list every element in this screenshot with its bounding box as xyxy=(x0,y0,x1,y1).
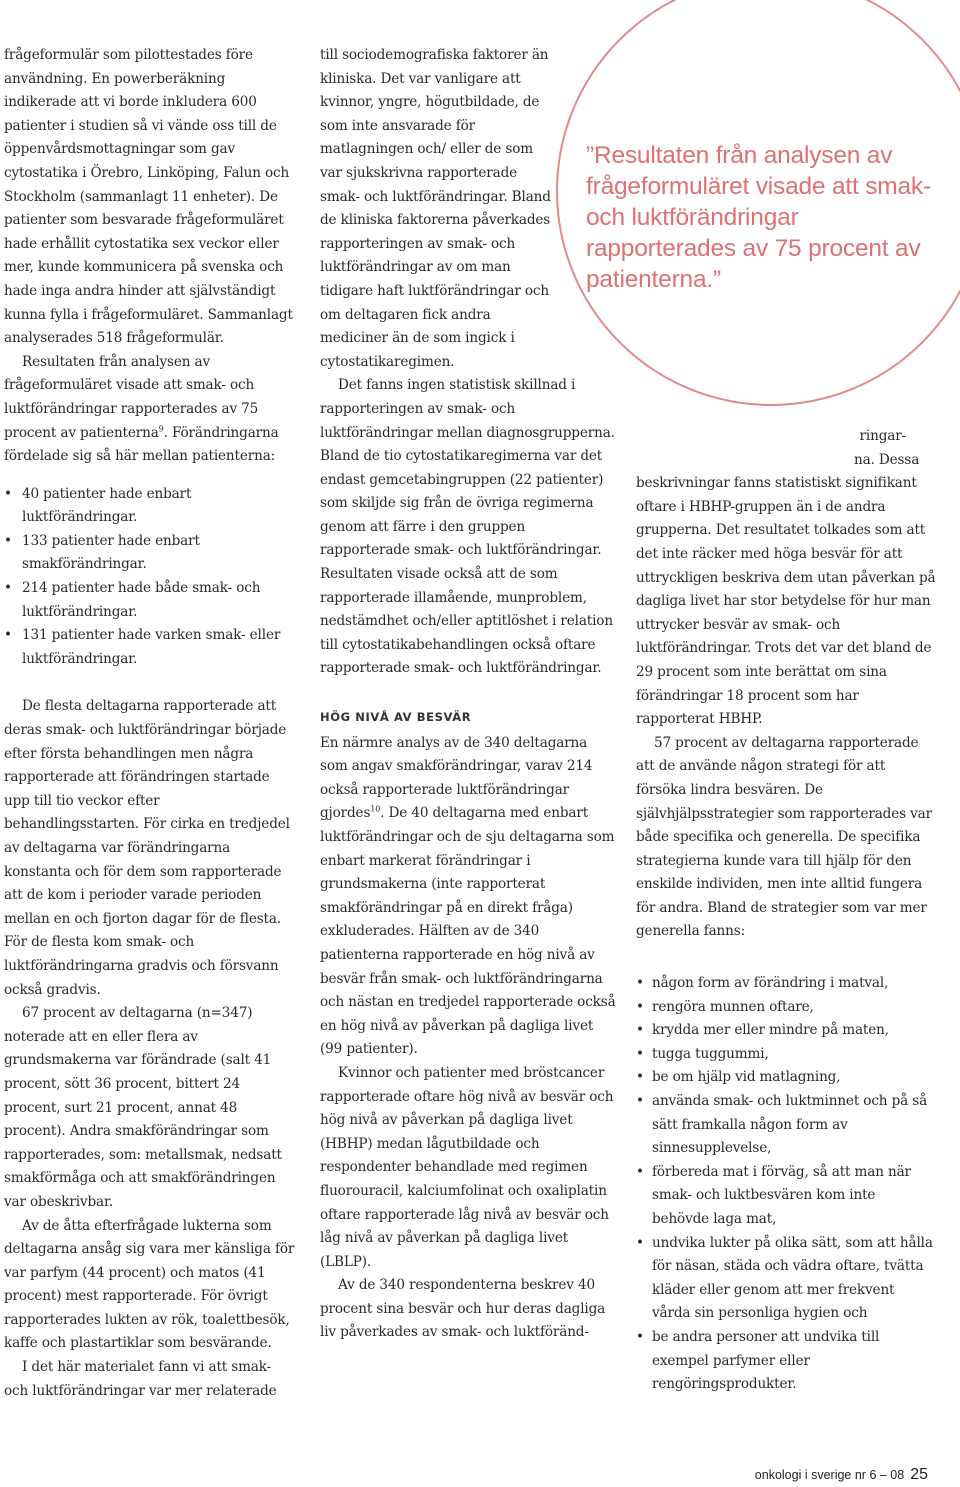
publication-name: onkologi i sverige nr 6 – 08 xyxy=(754,1468,905,1482)
paragraph: Av de 340 respondenterna beskrev 40 procent sina besvär och hur deras dagliga liv påverkades av smak- och luktföränd- xyxy=(320,1277,606,1341)
paragraph: na. Dessa beskrivningar fanns statistiskt signifikant oftare i HBHP-gruppen än i de andra grupperna. Det resultatet tolkades som att det inte räcker med höga besvär för att uttryckligen beskriva dem utan påverkan på dagliga livet har stor betydelse för hur man uttrycker besvär av smak- och luktförändringar. Trots det var det bland de 29 procent som inte berättat om sina förändringar 18 procent som har rapporterat HBHP. xyxy=(636,451,936,728)
bullet-list xyxy=(4,483,298,672)
article-column-3 xyxy=(636,425,936,1421)
list-item: • be om hjälp vid matlagning, xyxy=(636,1066,936,1090)
paragraph: I det här materialet fann vi att smak- och luktförändringar var mer relaterade xyxy=(4,1359,277,1399)
list-item: • 214 patienter hade både smak- och luktförändringar. xyxy=(4,577,298,624)
list-item: • använda smak- och luktminnet och på så sätt framkalla någon form av sinnesupplevelse, xyxy=(636,1090,936,1161)
list-item: • förbereda mat i förväg, så att man när smak- och luktbesvären kom inte behövde laga mat, xyxy=(636,1161,936,1232)
list-item: • 131 patienter hade varken smak- eller luktförändringar. xyxy=(4,624,298,671)
paragraph-results: Resultaten från analysen av frågeformuläret visade att smak- och luktförändringar rapporterades av 75 procent av patienterna$^9$. Förändringarna fördelade sig så här mellan patienterna: xyxy=(4,353,279,465)
paragraph: 57 procent av deltagarna rapporterade att de använde någon strategi för att försöka lindra besvären. De självhjälpsstrategier som rapporterades var både specifika och generella. De specifika strategierna kunde vara till hjälp för den enskilde individen, men inte alltid fungera för andra. Bland de strategier som var mer generella fanns: xyxy=(636,734,932,940)
paragraph: Kvinnor och patienter med bröstcancer rapporterade oftare hög nivå av besvär och hög nivå av påverkan på dagliga livet (HBHP) medan lågutbildade och respondenter behandlade med regimen fluorouracil, kalciumfolinat och oxaliplatin oftare rapporterade låg nivå av besvär och låg nivå av påverkan på dagliga livet (LBLP). xyxy=(320,1064,614,1270)
section-heading: HÖG NIVÅ AV BESVÄR xyxy=(320,710,472,725)
paragraph: till sociodemografiska faktorer än kliniska. Det var vanligare att kvinnor, yngre, högutbildade, de som inte ansvarade för matlagningen och/ eller de som var sjukskrivna rapporterade smak- och luktförändringar. Bland de kliniska faktorerna påverkades rapporteringen av smak- och luktförändringar av om man tidigare haft luktförändringar och om deltagaren fick andra mediciner än de som ingick i cytostatikaregimen. xyxy=(320,47,551,370)
paragraph-continuation: ringar- xyxy=(859,428,906,444)
paragraph: En närmre analys av de 340 deltagarna som angav smakförändringar, varav 214 också rapporterade luktförändringar gjordes$^{10}$. De 40 deltagarna med enbart luktförändringar och de sju deltagarna som enbart markerat förändringar i grundsmakerna (inte rapporterat smakförändringar på en direkt fråga) exkluderades. Hälften av de 340 patienterna rapporterade en hög nivå av besvär från smak- och luktförändringarna och nästan en tredjedel rapporterade också en hög nivå av påverkan på dagliga livet (99 patienter). xyxy=(320,734,616,1058)
page-footer xyxy=(755,1466,928,1484)
reference-marker: 10 xyxy=(370,804,381,814)
article-column-1 xyxy=(4,44,298,1403)
list-item: • någon form av förändring i matval, xyxy=(636,972,936,996)
list-item: • undvika lukter på olika sätt, som att hålla för näsan, städa och vädra oftare, tvätta kläder eller genom att mer frekvent vårda sin personliga hygien och xyxy=(636,1232,936,1326)
list-item: • be andra personer att undvika till exempel parfymer eller rengöringsprodukter. xyxy=(636,1326,936,1397)
paragraph: Det fanns ingen statistisk skillnad i rapporteringen av smak- och luktförändringar mellan diagnosgrupperna. Bland de tio cytostatikaregimerna var det endast gemcetabingruppen (22 patienter) som skiljde sig från de övriga regimerna genom att färre i den gruppen rapporterade smak- och luktförändringar. Resultaten visade också att de som rapporterade illamående, munproblem, nedstämdhet och/eller aptitlöshet i relation till cytostatikabehandlingen också oftare rapporterade smak- och luktförändringar. xyxy=(320,377,615,677)
page-number: 25 xyxy=(910,1466,928,1483)
paragraph: De flesta deltagarna rapporterade att deras smak- och luktförändringar började efter första behandlingen men några rapporterade att förändringen startade upp till tio veckor efter behandlingsstarten. För cirka en tredjedel av deltagarna var förändringarna konstanta och för dem som rapporterade att de kom i perioder varade perioden mellan en och fjorton dagar för de flesta. För de flesta kom smak- och luktförändringarna gradvis och försvann också gradvis. xyxy=(4,698,290,998)
list-item: • rengöra munnen oftare, xyxy=(636,996,936,1020)
pull-quote: ”Resultaten från analysen av frågeformuläret visade att smak- och luktförändringar rapporterades av 75 procent av patienterna.” xyxy=(586,142,931,293)
paragraph: frågeformulär som pilottestades före användning. En powerberäkning indikerade att vi borde inkludera 600 patienter i studien så vi vände oss till de öppenvårdsmottagningar som gav cytostatika i Örebro, Linköping, Falun och Stockholm (sammanlagt 11 enheter). De patienter som besvarade frågeformuläret hade erhållit cytostatika sex veckor eller mer, kunde kommunicera på svenska och hade inga andra hinder att självständigt kunna fylla i frågeformuläret. Sammanlagt analyserades 518 frågeformulär. xyxy=(4,47,293,347)
paragraph: Av de åtta efterfrågade lukterna som deltagarna ansåg sig vara mer känsliga för var parfym (44 procent) och matos (41 procent) mest rapporterade. För övrigt rapporterades lukten av rök, toalettbesök, kaffe och plastartiklar som besvärande. xyxy=(4,1217,295,1352)
reference-marker: 9 xyxy=(158,423,164,433)
list-item: • 133 patienter hade enbart smakförändringar. xyxy=(4,530,298,577)
paragraph: 67 procent av deltagarna (n=347) noterade att en eller flera av grundsmakerna var förändrade (salt 41 procent, sött 36 procent, bittert 24 procent, surt 21 procent, annat 48 procent). Andra smakförändringar som rapporterades, som: metallsmak, nedsatt smakförmåga och att smakförändringen var obeskrivbar. xyxy=(4,1005,282,1210)
bullet-list xyxy=(636,972,936,1397)
list-item: • krydda mer eller mindre på maten, xyxy=(636,1019,936,1043)
list-item: • tugga tuggummi, xyxy=(636,1043,936,1067)
list-item: • 40 patienter hade enbart luktförändringar. xyxy=(4,483,298,530)
